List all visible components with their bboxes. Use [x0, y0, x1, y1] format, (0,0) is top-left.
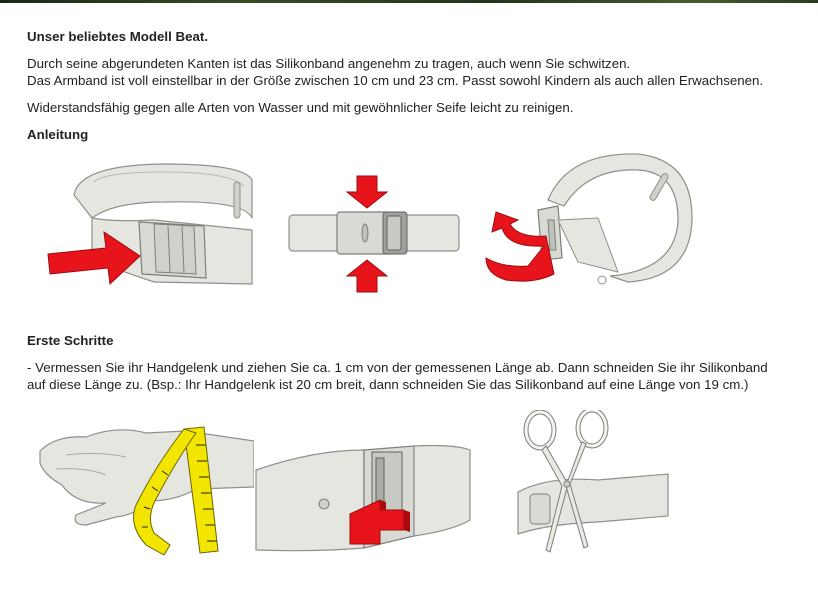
- product-description-line-3: Widerstandsfähig gegen alle Arten von Wasser und mit gewöhnlicher Seife leicht zu reinigen.: [27, 100, 574, 115]
- product-description-line-2: Das Armband ist voll einstellbar in der Größe zwischen 10 cm und 23 cm. Passt sowohl Kindern als auch allen Erwachsenen.: [27, 73, 764, 88]
- top-decorative-banner: [0, 0, 818, 3]
- first-steps-line-2: auf diese Länge zu. (Bsp.: Ihr Handgelenk ist 20 cm breit, dann schneiden Sie das Silikonband auf eine Länge von 19 cm.): [27, 377, 749, 392]
- first-steps-line-1: - Vermessen Sie ihr Handgelenk und ziehen Sie ca. 1 cm von der gemessenen Länge ab. Dann schneiden Sie ihr Silikonband: [27, 360, 768, 375]
- illustration-band-press: [287, 170, 463, 298]
- illustration-wrist-measure: [36, 405, 254, 557]
- illustration-band-close: [478, 150, 700, 298]
- illustration-scissors-cut: [508, 410, 674, 556]
- product-description-line-1: Durch seine abgerundeten Kanten ist das Silikonband angenehm zu tragen, auch wenn Sie schwitzen.: [27, 56, 631, 71]
- illustration-buckle-closeup: [254, 440, 472, 558]
- instructions-heading: Anleitung: [27, 127, 89, 142]
- product-heading: Unser beliebtes Modell Beat.: [27, 29, 209, 44]
- first-steps-heading: Erste Schritte: [27, 333, 114, 348]
- illustration-band-insert: [44, 160, 256, 290]
